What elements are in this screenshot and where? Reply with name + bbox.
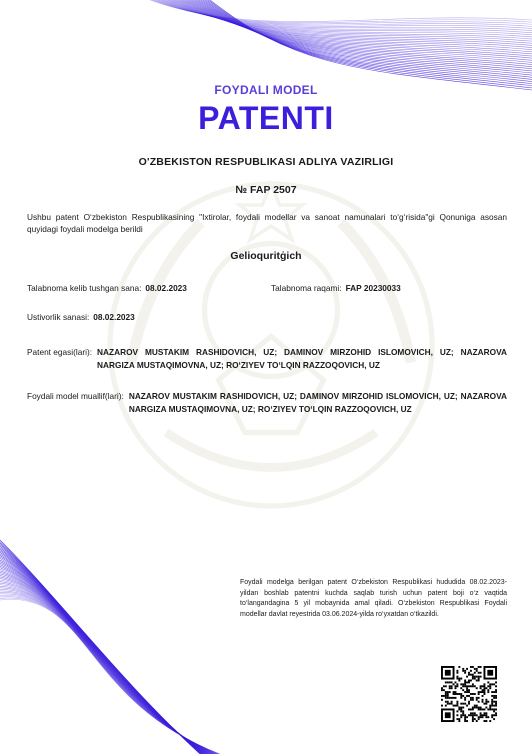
priority-date-row: [27, 312, 135, 322]
authors-label: Foydali model muallif(lari):: [27, 391, 124, 401]
intro-text: Ushbu patent O‘zbekiston Respublikasining "Ixtirolar, foydali modellar va sanoat namunalari to‘g‘risida"gi Qonuniga asosan quyidagi foydali modelga berildi: [27, 212, 507, 234]
qr-code-icon: [441, 666, 497, 722]
issuing-authority: O'ZBEKISTON RESPUBLIKASI ADLIYA VAZIRLIGI: [138, 156, 394, 168]
model-name: Gelioquritġich: [230, 250, 302, 262]
authors-value: NAZAROV MUSTAKIM RASHIDOVICH, UZ; DAMINOV MIRZOHID ISLOMOVICH, UZ; NAZAROVA NARGIZA MUSTAQIMOVNA, UZ; RO‘ZIYEV TO‘LQIN RAZZOQOVICH, UZ: [128, 391, 507, 414]
patent-owners-label: Patent egasi(lari):: [27, 347, 93, 357]
application-number-label: Talabnoma raqami:: [271, 283, 342, 293]
patent-number: № FAP 2507: [235, 184, 297, 196]
authors-row: [27, 390, 507, 416]
application-number-row: [271, 283, 401, 293]
document-subtitle: FOYDALI MODEL: [214, 83, 318, 97]
validity-note: Foydali modelga berilgan patent O‘zbekiston Respublikasi hududida 08.02.2023-yildan boshlab patentni kuchda saqlab turish uchun patent boji o‘z vaqtida to‘langandagina 5 yil mobaynida amal qiladi. O‘zbekiston Respublikasi Foydali modellar davlat reyestrida 03.06.2024-yilda ro‘yxatdan o‘tkazildi.: [240, 579, 507, 618]
patent-owners-row: [27, 346, 507, 372]
application-date-label: Talabnoma kelib tushgan sana:: [27, 283, 142, 293]
application-date-value: 08.02.2023: [145, 283, 187, 293]
document-title: PATENTI: [198, 100, 334, 136]
patent-owners-value: NAZAROV MUSTAKIM RASHIDOVICH, UZ; DAMINOV MIRZOHID ISLOMOVICH, UZ; NAZAROVA NARGIZA MUSTAQIMOVNA, UZ; RO‘ZIYEV TO‘LQIN RAZZOQOVICH, UZ: [97, 347, 507, 370]
priority-date-label: Ustivorlik sanasi:: [27, 312, 90, 322]
application-number-value: FAP 20230033: [345, 283, 401, 293]
application-date-row: [27, 283, 187, 293]
priority-date-value: 08.02.2023: [93, 312, 135, 322]
